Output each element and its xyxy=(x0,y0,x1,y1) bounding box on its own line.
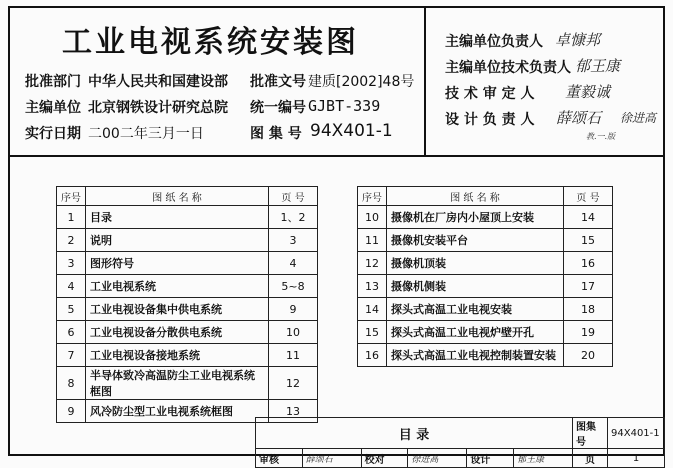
atlas-no-value: 94X401-1 xyxy=(310,121,393,141)
title-block-row-1 xyxy=(256,418,665,449)
sheet-title: 目 录 xyxy=(256,418,573,449)
row-name: 半导体致冷高温防尘工业电视系统框图 xyxy=(86,367,269,400)
table-row xyxy=(358,229,613,252)
table-row xyxy=(358,321,613,344)
row-seq: 2 xyxy=(57,229,86,252)
row-name: 探头式高温工业电视控制装置安装 xyxy=(387,344,564,367)
review-signature: 薛颂石 xyxy=(302,449,361,468)
check-label: 校对 xyxy=(361,449,408,468)
row-page: 3 xyxy=(269,229,318,252)
row-name: 探头式高温工业电视安装 xyxy=(387,298,564,321)
row-name: 摄像机在厂房内小屋顶上安装 xyxy=(387,206,564,229)
row-page: 17 xyxy=(564,275,613,298)
page-number: 1 xyxy=(608,449,665,468)
chief-unit-head-signature: 卓慷邦 xyxy=(555,31,601,49)
toc-header-seq: 序号 xyxy=(358,187,387,206)
row-name: 工业电视设备分散供电系统 xyxy=(86,321,269,344)
toc-table-left xyxy=(56,186,318,423)
row-page: 5~8 xyxy=(269,275,318,298)
row-page: 9 xyxy=(269,298,318,321)
title-block xyxy=(255,417,665,468)
technical-reviewer-label: 技 术 审 定 人 xyxy=(445,86,535,102)
row-name: 探头式高温工业电视炉壁开孔 xyxy=(387,321,564,344)
row-page: 15 xyxy=(564,229,613,252)
row-name: 工业电视设备接地系统 xyxy=(86,344,269,367)
chief-tech-head-label: 主编单位技术负责人 xyxy=(445,60,571,76)
table-row xyxy=(57,252,318,275)
design-signature: 郁王康 xyxy=(514,449,573,468)
row-seq: 9 xyxy=(57,400,86,423)
row-seq: 7 xyxy=(57,344,86,367)
technical-reviewer-signature: 董毅诚 xyxy=(565,83,611,101)
row-page: 1、2 xyxy=(269,206,318,229)
table-row xyxy=(358,206,613,229)
row-page: 12 xyxy=(269,367,318,400)
row-seq: 13 xyxy=(358,275,387,298)
table-row xyxy=(57,206,318,229)
row-seq: 3 xyxy=(57,252,86,275)
toc-header-row xyxy=(57,187,318,206)
row-seq: 16 xyxy=(358,344,387,367)
header-divider xyxy=(8,155,665,157)
atlas-no-label: 图 集 号 xyxy=(250,126,302,142)
row-name: 说明 xyxy=(86,229,269,252)
review-label: 审核 xyxy=(256,449,303,468)
row-name: 摄像机顶装 xyxy=(387,252,564,275)
design-label: 设计 xyxy=(467,449,514,468)
table-row xyxy=(57,229,318,252)
row-seq: 4 xyxy=(57,275,86,298)
row-seq: 15 xyxy=(358,321,387,344)
approval-no-label: 批准文号 xyxy=(250,74,306,90)
row-name: 目录 xyxy=(86,206,269,229)
row-seq: 14 xyxy=(358,298,387,321)
row-name: 工业电视设备集中供电系统 xyxy=(86,298,269,321)
chief-unit-label: 主编单位 xyxy=(25,100,81,116)
effective-date-value: 二00二年三月一日 xyxy=(88,126,204,142)
table-row xyxy=(57,275,318,298)
row-seq: 6 xyxy=(57,321,86,344)
toc-header-page: 页 号 xyxy=(269,187,318,206)
table-row xyxy=(57,298,318,321)
row-page: 20 xyxy=(564,344,613,367)
row-seq: 10 xyxy=(358,206,387,229)
chief-tech-head-signature: 郁王康 xyxy=(575,57,621,75)
row-seq: 1 xyxy=(57,206,86,229)
table-row xyxy=(358,298,613,321)
approval-no-value: 建质[2002]48号 xyxy=(308,74,415,90)
row-page: 14 xyxy=(564,206,613,229)
design-head-signature-2: 徐进高 xyxy=(620,111,657,125)
row-page: 13 xyxy=(269,400,318,423)
toc-header-name: 图 纸 名 称 xyxy=(387,187,564,206)
check-signature: 徐进高 xyxy=(408,449,467,468)
row-seq: 8 xyxy=(57,367,86,400)
unified-no-label: 统一编号 xyxy=(250,100,306,116)
title-block-atlas-no: 94X401-1 xyxy=(608,418,665,449)
row-page: 4 xyxy=(269,252,318,275)
table-row xyxy=(57,367,318,400)
chief-unit-head-label: 主编单位负责人 xyxy=(445,34,543,50)
row-name: 图形符号 xyxy=(86,252,269,275)
row-name: 工业电视系统 xyxy=(86,275,269,298)
table-row xyxy=(358,252,613,275)
header-vertical-divider xyxy=(424,6,426,156)
page-label: 页 xyxy=(573,449,608,468)
row-page: 18 xyxy=(564,298,613,321)
row-page: 16 xyxy=(564,252,613,275)
row-name: 摄像机侧装 xyxy=(387,275,564,298)
title-block-atlas-no-label: 图集号 xyxy=(573,418,608,449)
effective-date-label: 实行日期 xyxy=(25,126,81,142)
toc-header-page: 页 号 xyxy=(564,187,613,206)
toc-header-row xyxy=(358,187,613,206)
design-head-label: 设 计 负 责 人 xyxy=(445,112,535,128)
row-seq: 5 xyxy=(57,298,86,321)
row-page: 19 xyxy=(564,321,613,344)
toc-header-name: 图 纸 名 称 xyxy=(86,187,269,206)
chief-unit-value: 北京钢铁设计研究总院 xyxy=(88,100,228,116)
unified-no-value: GJBT-339 xyxy=(308,97,381,115)
approval-dept-label: 批准部门 xyxy=(25,74,81,90)
row-seq: 11 xyxy=(358,229,387,252)
table-row xyxy=(358,344,613,367)
approval-dept-value: 中华人民共和国建设部 xyxy=(88,74,228,90)
row-page: 10 xyxy=(269,321,318,344)
atlas-title: 工业电视系统安装图 xyxy=(62,25,359,60)
toc-table-right xyxy=(357,186,613,367)
table-row xyxy=(57,321,318,344)
design-head-note: 教.一.版 xyxy=(586,132,616,141)
row-seq: 12 xyxy=(358,252,387,275)
row-page: 11 xyxy=(269,344,318,367)
toc-header-seq: 序号 xyxy=(57,187,86,206)
table-row xyxy=(57,344,318,367)
title-block-row-2 xyxy=(256,449,665,468)
row-name: 风冷防尘型工业电视系统框图 xyxy=(86,400,269,423)
design-head-signature: 薛颂石 xyxy=(556,109,602,127)
table-row xyxy=(358,275,613,298)
row-name: 摄像机安装平台 xyxy=(387,229,564,252)
